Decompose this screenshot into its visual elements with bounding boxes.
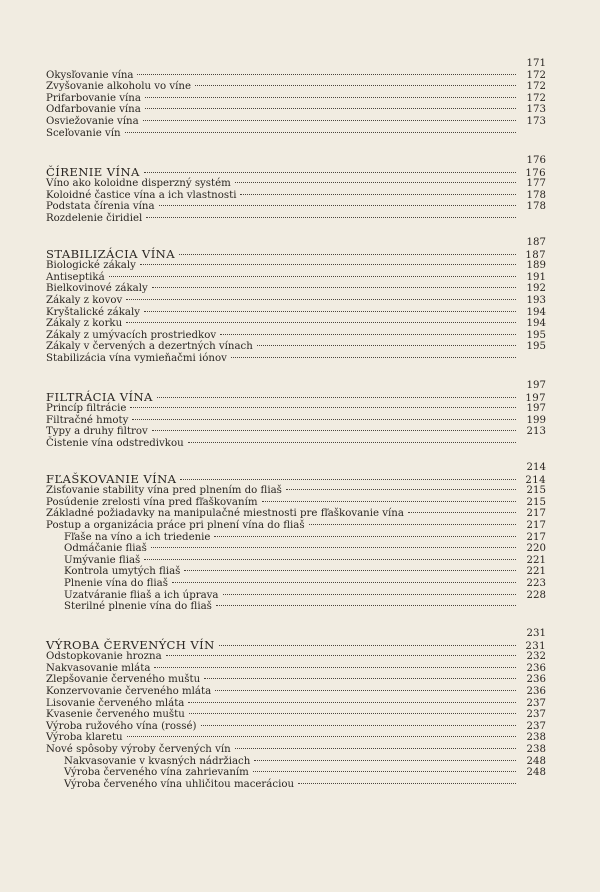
toc-entry (46, 128, 546, 140)
page-number: 176 (526, 155, 546, 166)
page-number: 172 (526, 69, 546, 81)
dot-leader (154, 667, 516, 668)
dot-leader (216, 605, 516, 606)
dot-leader (215, 690, 516, 691)
entry-title: Výroba ružového vína (rossé) (46, 720, 197, 732)
page-number: 193 (526, 294, 546, 306)
toc-chapter-heading (46, 164, 546, 179)
dot-leader (151, 547, 516, 548)
toc-entry (46, 508, 546, 520)
toc-entry (46, 497, 546, 509)
dot-leader (214, 536, 516, 537)
toc-entry (46, 213, 546, 225)
page-number: 217 (526, 519, 546, 531)
entry-title: Nakvasovanie mláta (46, 662, 151, 674)
dot-leader (257, 345, 516, 346)
toc-entry (46, 70, 546, 82)
entry-title: Plnenie vína do fliaš (64, 577, 168, 589)
dot-leader (184, 570, 516, 571)
toc-entry (46, 779, 546, 791)
dot-leader (235, 182, 516, 183)
entry-title: Sterilné plnenie vína do fliaš (64, 601, 212, 613)
entry-title: Zákaly z umývacích prostriedkov (46, 329, 217, 341)
page-number: 238 (526, 732, 546, 744)
toc-entry (46, 307, 546, 319)
entry-title: Zisťovanie stability vína pred plnením do fliaš (46, 485, 282, 497)
page-number: 197 (526, 403, 546, 415)
toc-entry (46, 663, 546, 675)
dot-leader (125, 132, 516, 133)
entry-title: Postup a organizácia práce pri plnení vína do fliaš (46, 519, 305, 531)
toc-section (46, 462, 546, 613)
entry-title: Odstopkovanie hrozna (46, 651, 162, 663)
toc-entry (46, 485, 546, 497)
toc-chapter-page-line (46, 58, 546, 70)
entry-title: Základné požiadavky na manipulačné miestnosti pre fľaškovanie vína (46, 508, 404, 520)
toc-entry (46, 674, 546, 686)
entry-title: Osviežovanie vína (46, 115, 139, 127)
page-number: 220 (526, 543, 546, 555)
entry-title: Bielkovinové zákaly (46, 283, 148, 295)
dot-leader (220, 334, 516, 335)
page-number: 214 (526, 462, 546, 473)
chapter-title: FILTRÁCIA VÍNA (46, 389, 153, 404)
toc-chapter-heading (46, 389, 546, 404)
page-number: 231 (525, 640, 546, 652)
dot-leader (157, 397, 516, 398)
toc-entry (46, 81, 546, 93)
chapter-title: FĽAŠKOVANIE VÍNA (46, 471, 177, 486)
toc-entry (46, 341, 546, 353)
dot-leader (126, 322, 516, 323)
page-number: 178 (526, 189, 546, 201)
toc-entry (46, 566, 546, 578)
page-number: 236 (526, 662, 546, 674)
page-number: 228 (526, 589, 546, 601)
toc-entry (46, 732, 546, 744)
toc-entry (46, 520, 546, 532)
entry-title: Kontrola umytých fliaš (64, 566, 181, 578)
toc-entry (46, 93, 546, 105)
entry-title: Biologické zákaly (46, 260, 136, 272)
page-number: 197 (526, 380, 546, 391)
toc-chapter-heading (46, 246, 546, 261)
entry-title: Výroba červeného vína zahrievaním (64, 767, 249, 779)
chapter-title: ČÍRENIE VÍNA (46, 164, 140, 179)
page-number: 237 (526, 720, 546, 732)
dot-leader (408, 512, 516, 513)
toc-entry (46, 260, 546, 272)
page-number: 187 (526, 237, 546, 248)
page-number: 172 (526, 81, 546, 93)
page-number: 189 (526, 260, 546, 272)
dot-leader (204, 678, 516, 679)
page-number: 172 (526, 92, 546, 104)
dot-leader (144, 172, 516, 173)
page-number: 221 (526, 566, 546, 578)
page-number: 178 (526, 201, 546, 213)
dot-leader (195, 85, 516, 86)
toc-entry (46, 438, 546, 450)
dot-leader (223, 594, 516, 595)
toc-entry (46, 543, 546, 555)
entry-title: Okysľovanie vína (46, 69, 134, 81)
page-number: 199 (526, 414, 546, 426)
page-number: 171 (526, 58, 546, 69)
page-number: 232 (526, 651, 546, 663)
entry-title: Posúdenie zrelosti vína pred fľaškovaním (46, 496, 258, 508)
entry-title: Lisovanie červeného mláta (46, 697, 185, 709)
entry-title: Výroba klaretu (46, 732, 123, 744)
page-number: 221 (526, 554, 546, 566)
dot-leader (144, 559, 516, 560)
dot-leader (166, 655, 516, 656)
dot-leader (143, 120, 516, 121)
toc-entry (46, 756, 546, 768)
entry-title: Antiseptiká (46, 271, 105, 283)
page-number: 215 (526, 496, 546, 508)
page-number: 197 (525, 392, 546, 404)
dot-leader (145, 108, 516, 109)
dot-leader (262, 501, 517, 502)
dot-leader (309, 524, 516, 525)
toc-entry (46, 353, 546, 365)
page-number: 215 (526, 485, 546, 497)
toc-entry (46, 116, 546, 128)
page-number: 231 (526, 628, 546, 639)
entry-title: Víno ako koloidne disperzný systém (46, 178, 231, 190)
entry-title: Výroba červeného vína uhličitou maceráciou (64, 778, 295, 790)
entry-title: Kryštalické zákaly (46, 306, 140, 318)
dot-leader (144, 311, 516, 312)
toc-entry (46, 532, 546, 544)
page-number: 192 (526, 283, 546, 295)
page-number: 194 (526, 306, 546, 318)
dot-leader (298, 783, 516, 784)
entry-title: Fľaše na víno a ich triedenie (64, 531, 211, 543)
page-number: 223 (526, 577, 546, 589)
page-number: 173 (526, 115, 546, 127)
entry-title: Konzervovanie červeného mláta (46, 685, 212, 697)
page-number: 237 (526, 709, 546, 721)
page-number: 173 (526, 104, 546, 116)
page-number: 191 (526, 271, 546, 283)
page-number: 217 (526, 508, 546, 520)
page-number: 177 (526, 178, 546, 190)
toc-entry (46, 651, 546, 663)
dot-leader (188, 702, 516, 703)
entry-title: Odfarbovanie vína (46, 104, 141, 116)
toc-entry (46, 698, 546, 710)
toc-entry (46, 295, 546, 307)
entry-title: Typy a druhy filtrov (46, 426, 148, 438)
chapter-title: STABILIZÁCIA VÍNA (46, 246, 175, 261)
entry-title: Nové spôsoby výroby červených vín (46, 743, 231, 755)
toc-section (46, 628, 546, 790)
entry-title: Zvyšovanie alkoholu vo víne (46, 81, 191, 93)
entry-title: Rozdelenie čiridiel (46, 212, 143, 224)
toc-entry (46, 201, 546, 213)
dot-leader (240, 194, 516, 195)
page-number: 213 (526, 426, 546, 438)
dot-leader (286, 489, 516, 490)
toc-entry (46, 709, 546, 721)
toc-chapter-heading (46, 471, 546, 486)
dot-leader (219, 645, 516, 646)
dot-leader (126, 299, 516, 300)
page-number: 237 (526, 697, 546, 709)
dot-leader (127, 736, 516, 737)
toc-section (46, 155, 546, 225)
toc-entry (46, 578, 546, 590)
toc-entry (46, 178, 546, 190)
entry-title: Sceľovanie vín (46, 127, 121, 139)
toc-entry (46, 601, 546, 613)
dot-leader (231, 357, 516, 358)
entry-title: Stabilizácia vína vymieňačmi iónov (46, 352, 227, 364)
page-number: 214 (525, 474, 546, 486)
dot-leader (188, 442, 516, 443)
page-number: 238 (526, 743, 546, 755)
toc-entry (46, 590, 546, 602)
page-number: 236 (526, 685, 546, 697)
page-number: 194 (526, 318, 546, 330)
page-number: 195 (526, 341, 546, 353)
dot-leader (180, 479, 516, 480)
dot-leader (130, 407, 516, 408)
toc-entry (46, 686, 546, 698)
entry-title: Odmáčanie fliaš (64, 543, 147, 555)
dot-leader (172, 582, 516, 583)
dot-leader (159, 205, 516, 206)
toc-entry (46, 426, 546, 438)
dot-leader (137, 74, 516, 75)
entry-title: Zákaly z kovov (46, 294, 123, 306)
toc-entry (46, 415, 546, 427)
page-number: 195 (526, 329, 546, 341)
toc-entry (46, 721, 546, 733)
dot-leader (152, 287, 516, 288)
entry-title: Podstata čírenia vína (46, 201, 155, 213)
dot-leader (201, 725, 516, 726)
dot-leader (109, 276, 516, 277)
entry-title: Filtračné hmoty (46, 414, 129, 426)
dot-leader (179, 254, 516, 255)
dot-leader (189, 713, 516, 714)
toc-entry (46, 744, 546, 756)
page-number: 248 (526, 767, 546, 779)
toc-entry (46, 555, 546, 567)
toc-entry (46, 767, 546, 779)
toc-entry (46, 272, 546, 284)
toc-entry (46, 318, 546, 330)
toc-entry (46, 403, 546, 415)
toc-section (46, 237, 546, 365)
toc-entry (46, 104, 546, 116)
entry-title: Nakvasovanie v kvasných nádržiach (64, 755, 251, 767)
entry-title: Koloidné častice vína a ich vlastnosti (46, 189, 237, 201)
entry-title: Kvasenie červeného muštu (46, 709, 185, 721)
dot-leader (254, 760, 516, 761)
dot-leader (152, 430, 516, 431)
entry-title: Zákaly v červených a dezertných vínach (46, 341, 253, 353)
entry-title: Uzatváranie fliaš a ich úprava (64, 589, 219, 601)
page-number: 248 (526, 755, 546, 767)
toc-entry (46, 283, 546, 295)
dot-leader (146, 217, 516, 218)
dot-leader (235, 748, 516, 749)
page-number: 236 (526, 674, 546, 686)
entry-title: Zlepšovanie červeného muštu (46, 674, 201, 686)
page-number: 176 (525, 167, 546, 179)
page-number: 187 (525, 249, 546, 261)
entry-title: Prifarbovanie vína (46, 92, 141, 104)
toc-section (46, 58, 546, 139)
toc-chapter-heading (46, 637, 546, 652)
dot-leader (132, 419, 516, 420)
chapter-title: VÝROBA ČERVENÝCH VÍN (46, 637, 215, 652)
dot-leader (140, 264, 516, 265)
entry-title: Princíp filtrácie (46, 403, 127, 415)
entry-title: Umývanie fliaš (64, 554, 141, 566)
entry-title: Zákaly z korku (46, 318, 123, 330)
toc-section (46, 380, 546, 450)
entry-title: Čistenie vína odstredivkou (46, 437, 184, 449)
toc-entry (46, 330, 546, 342)
dot-leader (145, 97, 516, 98)
page-number: 217 (526, 531, 546, 543)
dot-leader (253, 771, 516, 772)
toc-entry (46, 190, 546, 202)
